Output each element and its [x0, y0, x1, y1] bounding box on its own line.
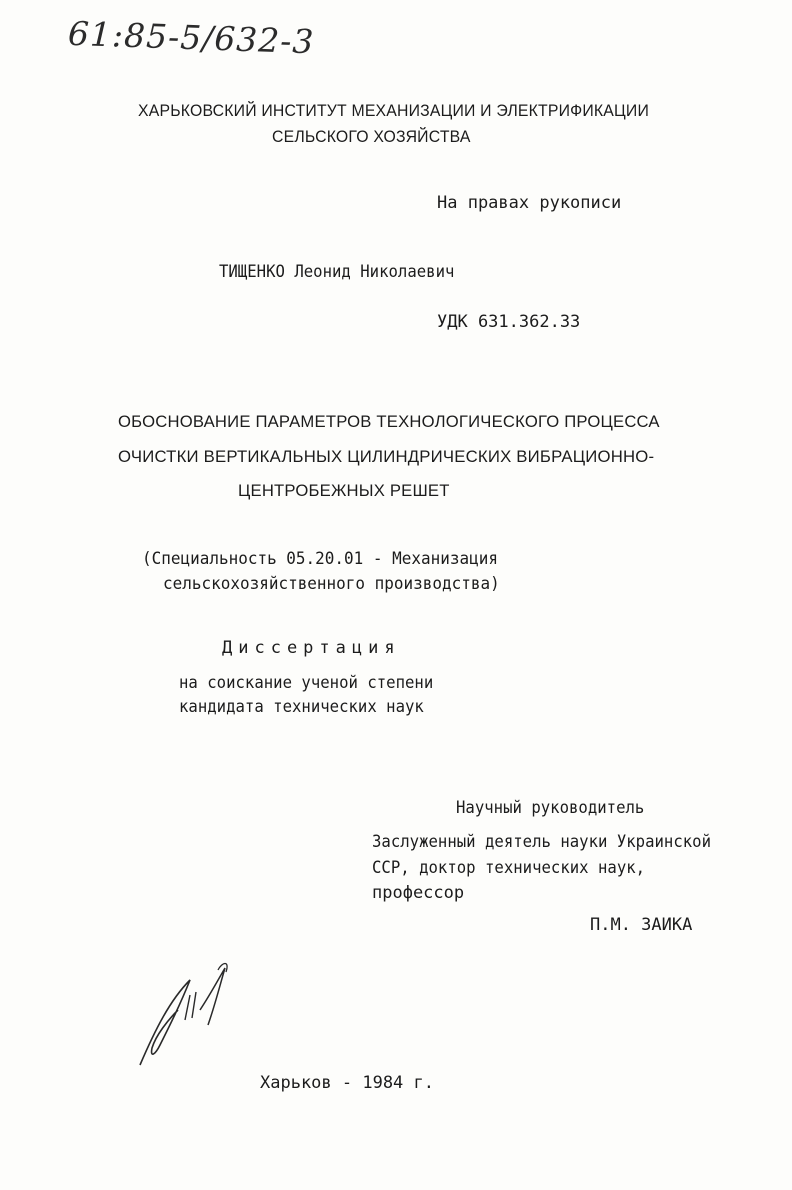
institute-line-1: ХАРЬКОВСКИЙ ИНСТИТУТ МЕХАНИЗАЦИИ И ЭЛЕКТРИФИКАЦИИ — [138, 101, 650, 120]
institute-line-2: СЕЛЬСКОГО ХОЗЯЙСТВА — [272, 127, 471, 146]
specialty-line-2: сельскохозяйственного производства) — [163, 574, 500, 594]
author-name: ТИЩЕНКО Леонид Николаевич — [219, 262, 455, 282]
title-line-3: ЦЕНТРОБЕЖНЫХ РЕШЕТ — [238, 481, 450, 500]
archive-number: 61:85-5/632-3 — [67, 13, 316, 62]
supervisor-line-3: профессор — [372, 883, 465, 903]
supervisor-line-2: ССР, доктор технических наук, — [372, 858, 646, 878]
supervisor-name: П.М. ЗАИКА — [590, 915, 693, 935]
supervisor-line-1: Заслуженный деятель науки Украинской — [372, 832, 711, 852]
place-year: Харьков - 1984 г. — [260, 1073, 434, 1093]
specialty-line-1: (Специальность 05.20.01 - Механизация — [142, 549, 498, 569]
degree-line-1: на соискание ученой степени — [179, 673, 434, 693]
title-line-1: ОБОСНОВАНИЕ ПАРАМЕТРОВ ТЕХНОЛОГИЧЕСКОГО ПРОЦЕССА — [118, 412, 660, 431]
manuscript-rights: На правах рукописи — [437, 193, 622, 213]
signature-icon — [130, 950, 250, 1080]
udk-code: УДК 631.362.33 — [437, 312, 581, 332]
supervisor-heading: Научный руководитель — [456, 798, 645, 818]
degree-line-2: кандидата технических наук — [179, 697, 424, 717]
work-type: Диссертация — [222, 638, 401, 658]
title-line-2: ОЧИСТКИ ВЕРТИКАЛЬНЫХ ЦИЛИНДРИЧЕСКИХ ВИБРАЦИОННО- — [118, 447, 655, 466]
